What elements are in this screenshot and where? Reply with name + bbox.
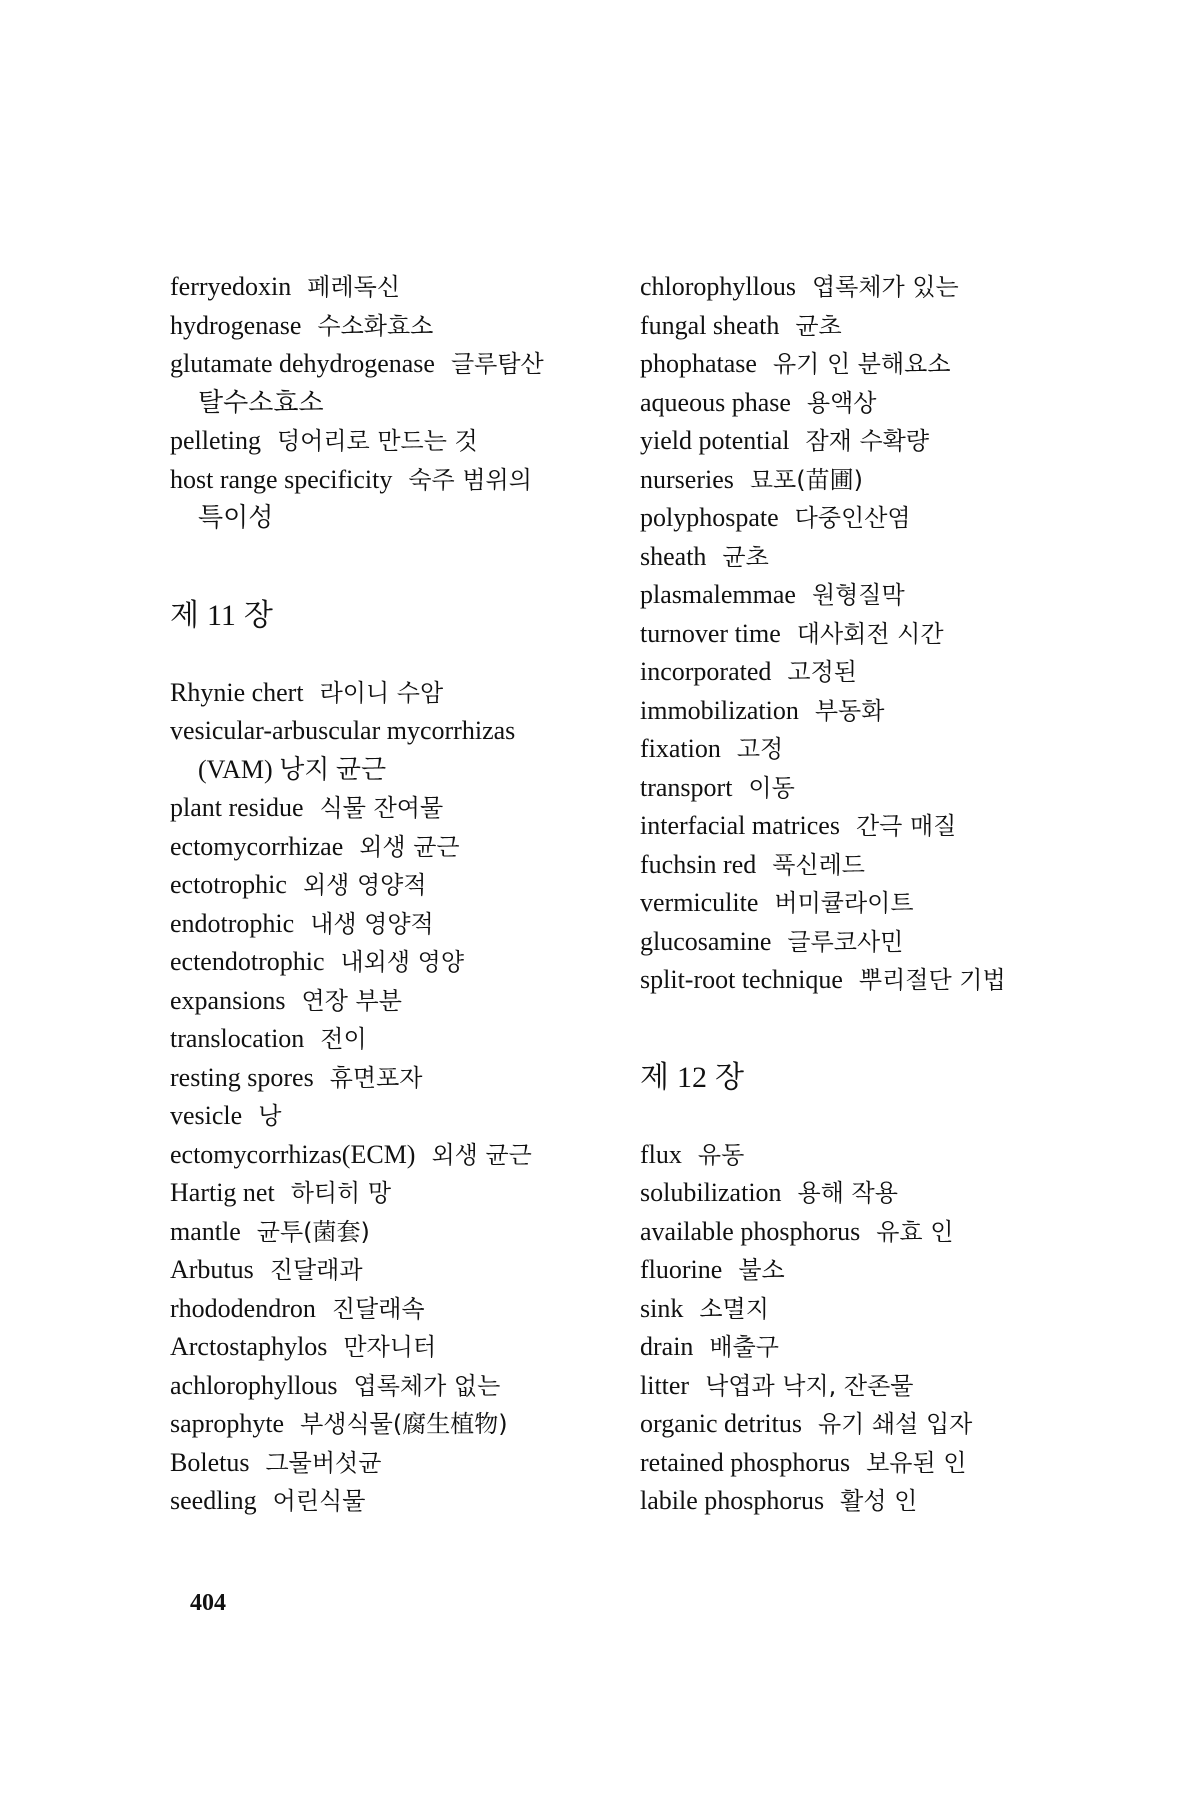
entry-korean: 이동 bbox=[748, 773, 795, 802]
glossary-entry bbox=[640, 307, 1100, 346]
glossary-entry bbox=[170, 828, 610, 867]
entry-term: saprophyte bbox=[170, 1409, 285, 1438]
entry-term: endotrophic bbox=[170, 908, 295, 938]
entry-term: ferryedoxin bbox=[170, 272, 292, 301]
glossary-entry bbox=[170, 1174, 610, 1213]
entry-korean: 고정된 bbox=[787, 658, 857, 686]
entry-term: sheath bbox=[640, 541, 707, 571]
entry-term: labile phosphorus bbox=[640, 1486, 825, 1515]
glossary-entry bbox=[640, 923, 1100, 962]
entry-korean: 용액상 bbox=[806, 388, 877, 417]
entry-korean: 글루탐산 bbox=[450, 350, 544, 378]
glossary-entry bbox=[640, 692, 1100, 731]
entry-korean: 어린식물 bbox=[272, 1487, 366, 1515]
entry-term: solubilization bbox=[640, 1178, 782, 1207]
entry-korean: 수소화효소 bbox=[317, 311, 434, 340]
entry-term: ectomycorrhizae bbox=[170, 831, 344, 861]
entry-korean: 내생 영양적 bbox=[310, 909, 434, 938]
entry-term: translocation bbox=[170, 1024, 305, 1053]
page-number: 404 bbox=[190, 1590, 226, 1616]
entry-term: sink bbox=[640, 1293, 684, 1323]
entry-korean: 진달래속 bbox=[331, 1294, 425, 1323]
glossary-entry bbox=[640, 1290, 1100, 1329]
entry-term: litter bbox=[640, 1370, 690, 1400]
entry-term: incorporated bbox=[640, 657, 772, 686]
glossary-entry bbox=[640, 538, 1100, 577]
entry-korean: 유동 bbox=[697, 1140, 745, 1169]
entry-term: Arbutus bbox=[170, 1255, 254, 1284]
glossary-entry bbox=[170, 307, 610, 346]
entry-term: expansions bbox=[170, 985, 286, 1015]
entry-term: fluorine bbox=[640, 1255, 723, 1284]
entry-term: plant residue bbox=[170, 793, 304, 822]
entry-term: vesicular-arbuscular mycorrhizas bbox=[170, 716, 516, 745]
glossary-entry bbox=[640, 1174, 1100, 1213]
entry-korean: 배출구 bbox=[709, 1333, 779, 1361]
entry-korean: 보유된 인 bbox=[866, 1448, 967, 1477]
entry-term: hydrogenase bbox=[170, 310, 302, 340]
glossary-entry bbox=[170, 268, 610, 307]
left-top-entries bbox=[170, 268, 610, 538]
entry-term: polyphospate bbox=[640, 503, 779, 532]
entry-korean: 버미큘라이트 bbox=[774, 889, 914, 917]
entry-term: mantle bbox=[170, 1216, 241, 1246]
chapter-12-heading bbox=[640, 1058, 1100, 1098]
entry-korean: 그물버섯균 bbox=[265, 1448, 382, 1477]
entry-term: seedling bbox=[170, 1486, 257, 1515]
glossary-entry bbox=[640, 615, 1100, 654]
entry-korean: 균초 bbox=[722, 542, 769, 571]
glossary-entry bbox=[640, 807, 1100, 846]
entry-korean: 불소 bbox=[738, 1256, 785, 1284]
entry-term: Arctostaphylos bbox=[170, 1332, 328, 1361]
entry-term: organic detritus bbox=[640, 1409, 802, 1438]
entry-term: pelleting bbox=[170, 426, 261, 455]
glossary-entry bbox=[170, 461, 610, 538]
chapter-prefix: 제 bbox=[640, 1059, 669, 1095]
entry-term: chlorophyllous bbox=[640, 272, 796, 301]
entry-term: Rhynie chert bbox=[170, 677, 304, 707]
chapter-suffix: 장 bbox=[243, 597, 273, 633]
glossary-entry bbox=[640, 884, 1100, 923]
entry-term: fuchsin red bbox=[640, 849, 757, 879]
glossary-entry bbox=[170, 1444, 610, 1483]
entry-continuation: (VAM) 낭지 균근 bbox=[198, 754, 387, 784]
entry-term: ectotrophic bbox=[170, 870, 287, 899]
entry-term: flux bbox=[640, 1139, 682, 1169]
chapter-prefix: 제 bbox=[170, 597, 199, 633]
glossary-entry bbox=[170, 1059, 610, 1098]
entry-term: Hartig net bbox=[170, 1178, 275, 1207]
glossary-entry bbox=[170, 1097, 610, 1136]
entry-term: host range specificity bbox=[170, 464, 393, 494]
entry-korean: 덩어리로 만드는 것 bbox=[276, 427, 478, 455]
entry-term: vesicle bbox=[170, 1101, 243, 1130]
glossary-entry bbox=[170, 1405, 610, 1444]
glossary-entry bbox=[170, 789, 610, 828]
glossary-entry bbox=[170, 1367, 610, 1406]
entry-korean: 글루코사민 bbox=[787, 927, 904, 956]
chapter-suffix: 장 bbox=[714, 1059, 744, 1095]
entry-term: yield potential bbox=[640, 426, 790, 455]
glossary-entry bbox=[170, 422, 610, 461]
glossary-entry bbox=[170, 712, 610, 789]
glossary-entry bbox=[170, 943, 610, 982]
glossary-entry bbox=[170, 905, 610, 944]
right-column bbox=[640, 268, 1100, 1521]
entry-term: resting spores bbox=[170, 1062, 314, 1092]
entry-korean: 간극 매질 bbox=[855, 812, 957, 840]
entry-korean: 다중인산염 bbox=[794, 504, 911, 532]
entry-korean: 잠재 수확량 bbox=[805, 427, 930, 455]
glossary-entry bbox=[640, 769, 1100, 808]
entry-term: transport bbox=[640, 772, 733, 802]
right-top-entries bbox=[640, 268, 1100, 1000]
entry-korean: 낭 bbox=[258, 1102, 282, 1130]
entry-term: achlorophyllous bbox=[170, 1370, 338, 1400]
entry-term: available phosphorus bbox=[640, 1216, 861, 1246]
glossary-entry bbox=[640, 461, 1100, 500]
glossary-entry bbox=[640, 961, 1100, 1000]
entry-korean: 만자니터 bbox=[343, 1333, 437, 1361]
entry-term: retained phosphorus bbox=[640, 1447, 851, 1477]
entry-term: vermiculite bbox=[640, 888, 759, 917]
glossary-entry bbox=[170, 345, 610, 422]
entry-term: Boletus bbox=[170, 1447, 250, 1477]
entry-term: glucosamine bbox=[640, 926, 772, 956]
glossary-entry bbox=[640, 1405, 1100, 1444]
glossary-entry bbox=[640, 653, 1100, 692]
glossary-entry bbox=[170, 1020, 610, 1059]
glossary-entry bbox=[170, 1290, 610, 1329]
glossary-entry bbox=[640, 1482, 1100, 1521]
entry-korean: 원형질막 bbox=[811, 581, 905, 609]
entry-term: turnover time bbox=[640, 618, 781, 648]
chapter-11-heading bbox=[170, 596, 610, 636]
entry-term: interfacial matrices bbox=[640, 811, 840, 840]
entry-korean: 대사회전 시간 bbox=[796, 619, 944, 648]
entry-korean: 엽록체가 있는 bbox=[812, 273, 959, 301]
entry-term: plasmalemmae bbox=[640, 580, 796, 609]
entry-term: nurseries bbox=[640, 464, 734, 494]
entry-korean: 고정 bbox=[736, 735, 784, 763]
glossary-entry bbox=[640, 1328, 1100, 1367]
glossary-entry bbox=[640, 1444, 1100, 1483]
entry-korean: 부동화 bbox=[814, 696, 885, 725]
entry-continuation: 특이성 bbox=[198, 503, 274, 532]
entry-term: aqueous phase bbox=[640, 387, 791, 417]
entry-korean: 묘포(苗圃) bbox=[749, 465, 863, 494]
entry-term: ectomycorrhizas(ECM) bbox=[170, 1139, 416, 1169]
entry-term: drain bbox=[640, 1332, 694, 1361]
entry-korean: 용해 작용 bbox=[797, 1179, 898, 1207]
entry-term: ectendotrophic bbox=[170, 947, 325, 976]
entry-korean: 유기 쇄설 입자 bbox=[817, 1410, 973, 1438]
left-ch11-entries bbox=[170, 674, 610, 1521]
entry-term: phophatase bbox=[640, 349, 757, 378]
glossary-entry bbox=[170, 1328, 610, 1367]
entry-korean: 뿌리절단 기법 bbox=[858, 966, 1006, 994]
entry-korean: 활성 인 bbox=[840, 1487, 918, 1515]
glossary-entry bbox=[170, 674, 610, 713]
entry-korean: 푹신레드 bbox=[772, 850, 865, 879]
entry-korean: 페레독신 bbox=[307, 273, 401, 301]
entry-term: split-root technique bbox=[640, 965, 843, 994]
entry-korean: 유기 인 분해요소 bbox=[772, 350, 951, 378]
entry-term: immobilization bbox=[640, 695, 799, 725]
glossary-entry bbox=[170, 1251, 610, 1290]
right-ch12-entries bbox=[640, 1136, 1100, 1521]
glossary-entry bbox=[170, 1482, 610, 1521]
glossary-entry bbox=[640, 1213, 1100, 1252]
entry-korean: 외생 영양적 bbox=[302, 871, 427, 899]
entry-korean: 균초 bbox=[795, 311, 842, 340]
glossary-entry bbox=[640, 422, 1100, 461]
entry-korean: 휴면포자 bbox=[329, 1063, 423, 1092]
entry-korean: 낙엽과 낙지, 잔존물 bbox=[705, 1371, 914, 1400]
glossary-entry bbox=[640, 730, 1100, 769]
entry-continuation: 탈수소효소 bbox=[198, 387, 324, 417]
left-column bbox=[170, 268, 610, 1521]
entry-korean: 외생 균근 bbox=[359, 832, 460, 861]
entry-korean: 부생식물(腐生植物) bbox=[300, 1410, 508, 1438]
glossary-entry bbox=[640, 384, 1100, 423]
entry-term: glutamate dehydrogenase bbox=[170, 349, 435, 378]
entry-korean: 식물 잔여물 bbox=[319, 794, 444, 822]
glossary-entry bbox=[640, 268, 1100, 307]
chapter-number: 11 bbox=[206, 598, 236, 632]
entry-korean: 라이니 수암 bbox=[319, 678, 444, 707]
entry-term: fungal sheath bbox=[640, 310, 780, 340]
entry-korean: 내외생 영양 bbox=[340, 948, 465, 976]
glossary-entry bbox=[640, 1367, 1100, 1406]
entry-korean: 엽록체가 없는 bbox=[353, 1371, 501, 1400]
glossary-entry bbox=[640, 499, 1100, 538]
entry-term: fixation bbox=[640, 734, 721, 763]
glossary-entry bbox=[170, 866, 610, 905]
chapter-number: 12 bbox=[676, 1060, 707, 1094]
glossary-entry bbox=[640, 1251, 1100, 1290]
entry-korean: 전이 bbox=[320, 1025, 367, 1053]
entry-term: rhododendron bbox=[170, 1293, 316, 1323]
glossary-entry bbox=[170, 1213, 610, 1252]
entry-korean: 균투(菌套) bbox=[256, 1217, 370, 1246]
entry-korean: 소멸지 bbox=[699, 1294, 769, 1323]
glossary-entry bbox=[640, 576, 1100, 615]
glossary-entry bbox=[640, 846, 1100, 885]
glossary-entry bbox=[170, 1136, 610, 1175]
entry-korean: 진달래과 bbox=[269, 1256, 363, 1284]
entry-korean: 숙주 범위의 bbox=[408, 465, 532, 494]
glossary-entry bbox=[170, 982, 610, 1021]
entry-korean: 연장 부분 bbox=[301, 986, 402, 1015]
entry-korean: 하티히 망 bbox=[290, 1179, 392, 1207]
entry-korean: 유효 인 bbox=[876, 1217, 954, 1246]
glossary-entry bbox=[640, 345, 1100, 384]
glossary-entry bbox=[640, 1136, 1100, 1175]
entry-korean: 외생 균근 bbox=[431, 1140, 532, 1169]
